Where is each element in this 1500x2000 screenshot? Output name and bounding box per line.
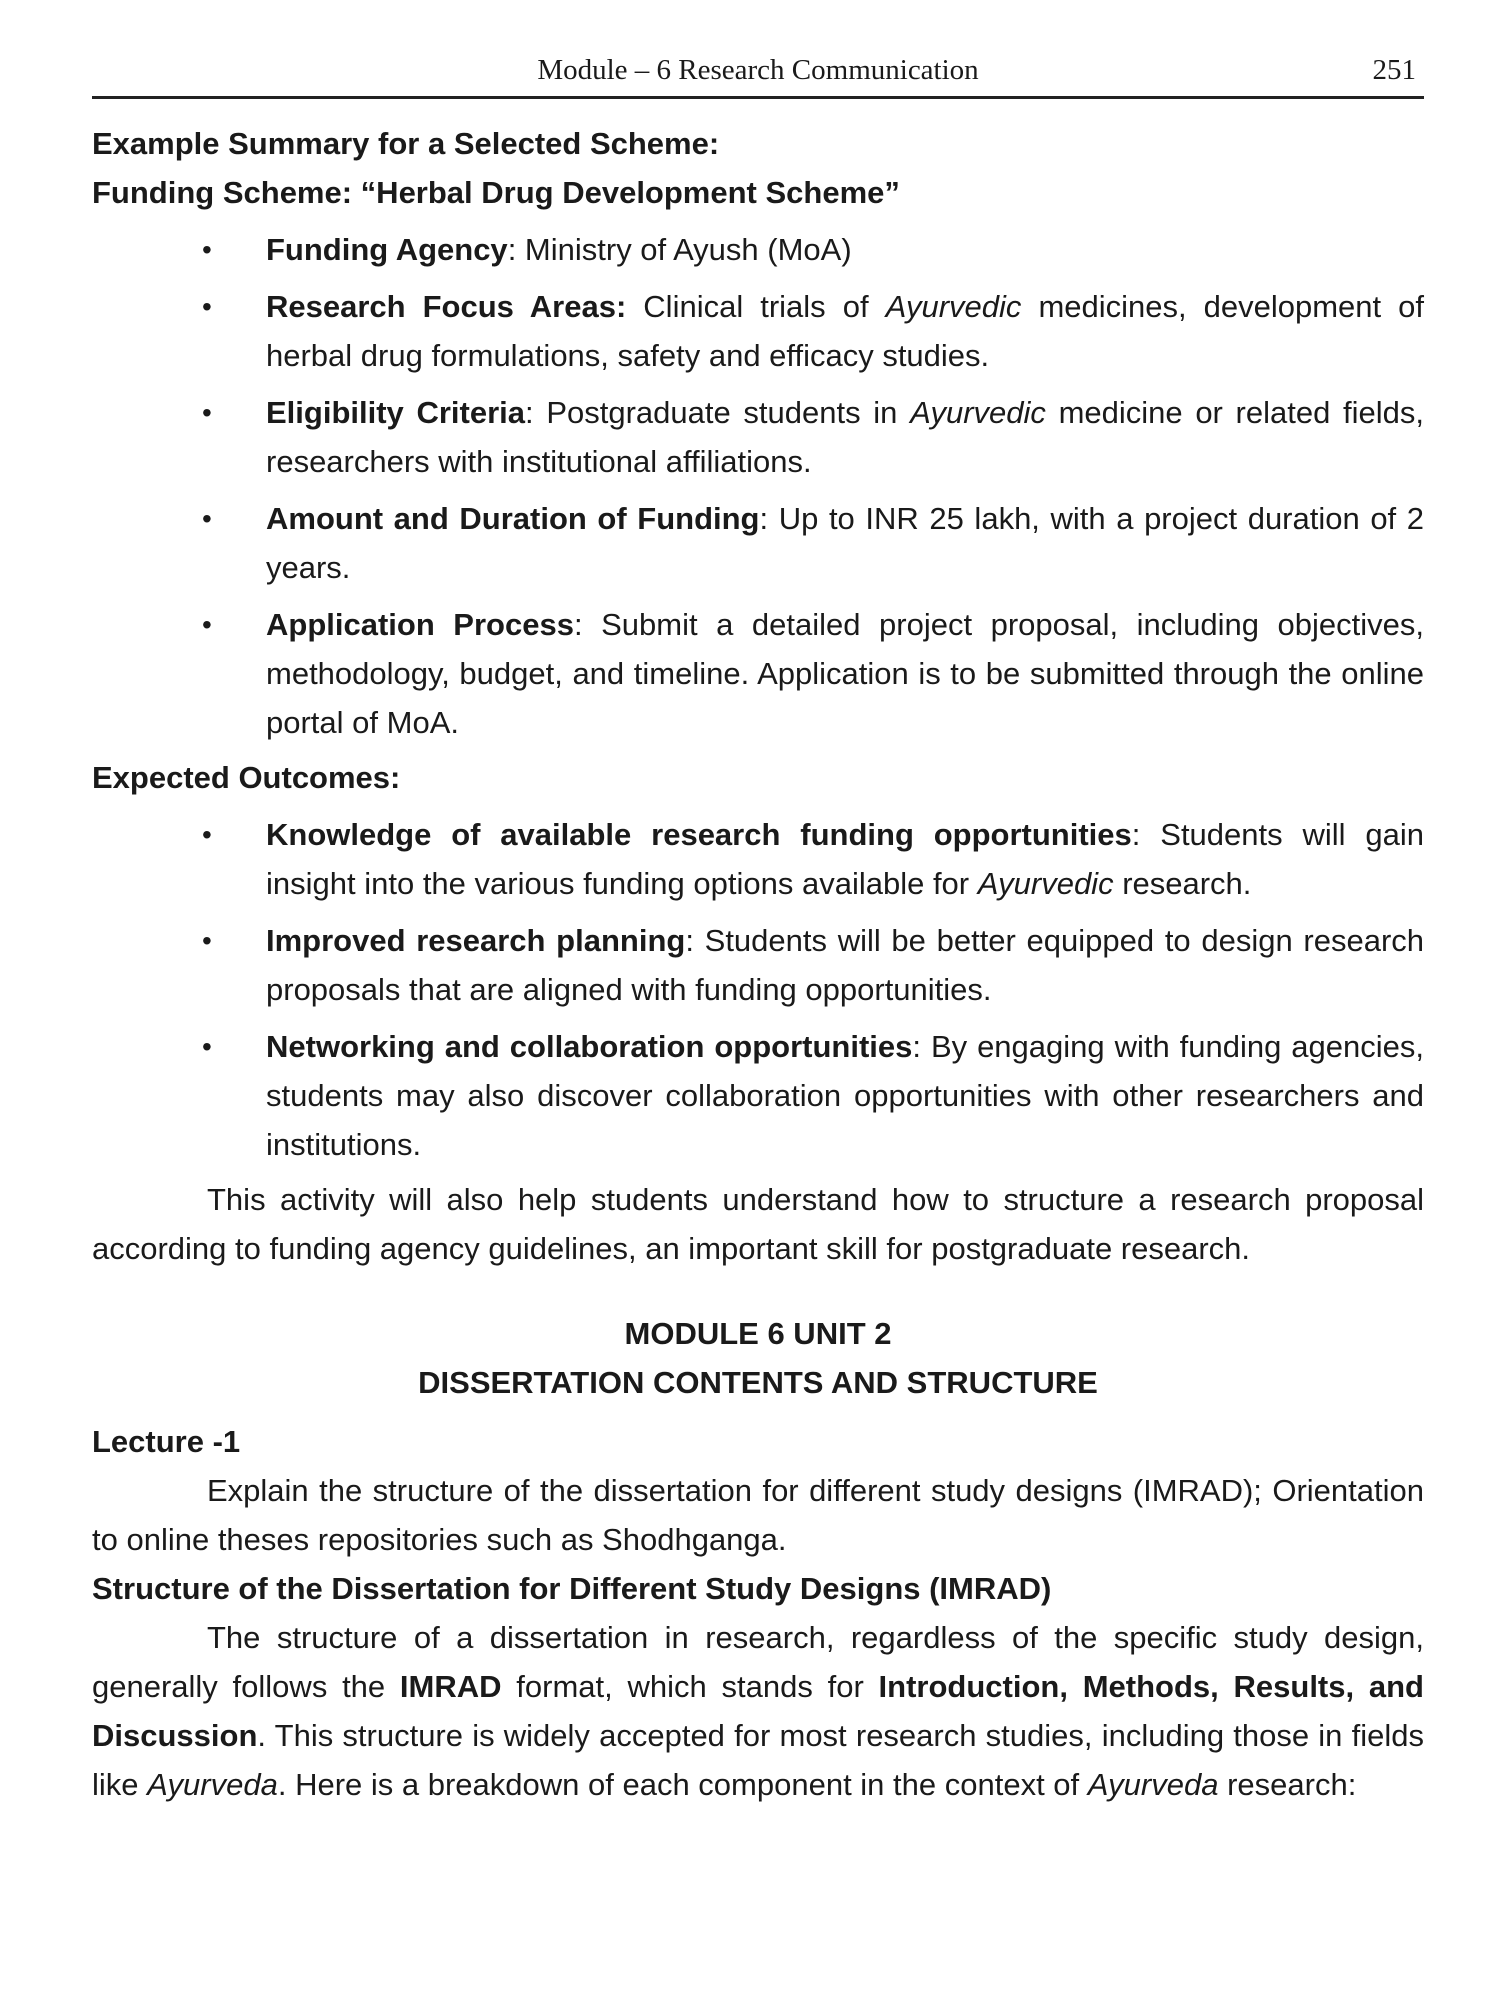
bullet-label: Improved research planning	[266, 923, 686, 958]
bullet-label: Eligibility Criteria	[266, 395, 526, 430]
bullet-icon: •	[202, 397, 212, 428]
bullet-label: Research Focus Areas:	[266, 289, 627, 324]
funding-scheme-line: Funding Scheme: “Herbal Drug Development Scheme”	[92, 175, 900, 210]
list-item: • Amount and Duration of Funding: Up to INR 25 lakh, with a project duration of 2 years.	[92, 494, 1424, 592]
list-item: • Application Process: Submit a detailed project proposal, including objectives, methodology, budget, and timeline. Application is to be submitted through the online portal of MoA.	[92, 600, 1424, 747]
section-heading: Structure of the Dissertation for Different Study Designs (IMRAD)	[92, 1571, 1052, 1606]
running-header	[92, 50, 1424, 99]
unit-subtitle: DISSERTATION CONTENTS AND STRUCTURE	[418, 1365, 1098, 1400]
outcomes-bullet-list	[92, 810, 1424, 1169]
bullet-icon: •	[202, 234, 212, 265]
body-paragraph: The structure of a dissertation in research, regardless of the specific study design, generally follows the IMRAD format, which stands for Introduction, Methods, Results, and Discussion. This structure is widely accepted for most research studies, including those in fields like Ayurveda. Here is a breakdown of each component in the context of Ayurveda research:	[92, 1620, 1424, 1802]
list-item: • Eligibility Criteria: Postgraduate students in Ayurvedic medicine or related fields, researchers with institutional affiliations.	[92, 388, 1424, 486]
unit-title: MODULE 6 UNIT 2	[624, 1316, 892, 1351]
header-title: Module – 6 Research Communication	[537, 54, 979, 86]
page-content	[92, 119, 1424, 1809]
outcomes-heading: Expected Outcomes:	[92, 760, 401, 795]
bullet-label: Networking and collaboration opportunities	[266, 1029, 913, 1064]
lecture-description: Explain the structure of the dissertation for different study designs (IMRAD); Orientation to online theses repositories such as Shodhganga.	[92, 1473, 1424, 1557]
lecture-heading: Lecture -1	[92, 1424, 241, 1459]
closing-paragraph: This activity will also help students understand how to structure a research proposal according to funding agency guidelines, an important skill for postgraduate research.	[92, 1182, 1424, 1266]
page-number: 251	[1372, 54, 1416, 86]
bullet-icon: •	[202, 609, 212, 640]
bullet-label: Knowledge of available research funding opportunities	[266, 817, 1132, 852]
list-item: • Improved research planning: Students will be better equipped to design research proposals that are aligned with funding opportunities.	[92, 916, 1424, 1014]
unit-heading	[92, 1309, 1424, 1407]
example-heading: Example Summary for a Selected Scheme:	[92, 126, 720, 161]
bullet-label: Application Process	[266, 607, 574, 642]
bullet-icon: •	[202, 1031, 212, 1062]
bullet-icon: •	[202, 291, 212, 322]
bullet-icon: •	[202, 925, 212, 956]
example-bullet-list	[92, 225, 1424, 747]
bullet-label: Funding Agency	[266, 232, 508, 267]
list-item: • Funding Agency: Ministry of Ayush (MoA)	[92, 225, 1424, 274]
list-item: • Networking and collaboration opportunities: By engaging with funding agencies, students may also discover collaboration opportunities with other researchers and institutions.	[92, 1022, 1424, 1169]
bullet-icon: •	[202, 503, 212, 534]
bullet-text: Ministry of Ayush (MoA)	[524, 232, 852, 267]
bullet-icon: •	[202, 819, 212, 850]
bullet-label: Amount and Duration of Funding	[266, 501, 760, 536]
list-item: • Research Focus Areas: Clinical trials of Ayurvedic medicines, development of herbal drug formulations, safety and efficacy studies.	[92, 282, 1424, 380]
list-item: • Knowledge of available research funding opportunities: Students will gain insight into the various funding options available for Ayurvedic research.	[92, 810, 1424, 908]
